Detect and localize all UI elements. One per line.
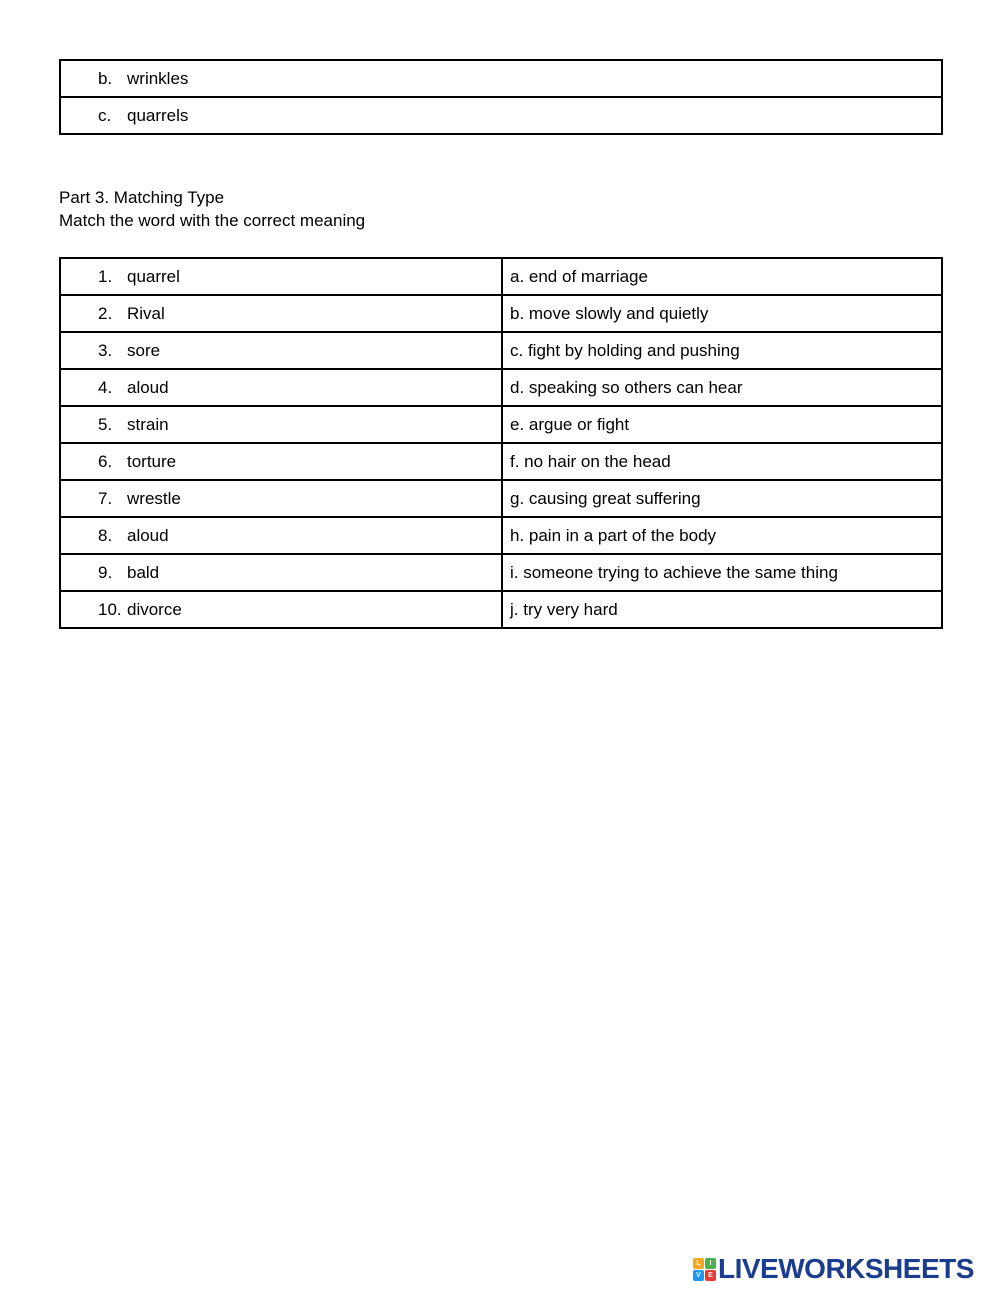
item-number: 9. (98, 562, 113, 582)
table-row (60, 406, 942, 443)
item-word: sore (127, 340, 161, 360)
table-row (60, 295, 942, 332)
option-letter: c. (98, 105, 112, 125)
option-text: quarrels (127, 105, 189, 125)
item-number: 2. (98, 303, 113, 323)
table-row (60, 443, 942, 480)
item-number: 1. (98, 266, 113, 286)
item-meaning: e. argue or fight (510, 414, 630, 434)
item-number: 6. (98, 451, 113, 471)
item-word: torture (127, 451, 177, 471)
item-number: 3. (98, 340, 113, 360)
item-number: 10. (98, 599, 122, 619)
item-word: divorce (127, 599, 182, 619)
item-number: 4. (98, 377, 113, 397)
logo-text: LIVEWORKSHEETS (718, 1253, 974, 1284)
matching-table (59, 257, 943, 629)
item-word: bald (127, 562, 160, 582)
item-meaning: c. fight by holding and pushing (510, 340, 740, 360)
table-row (60, 480, 942, 517)
liveworksheets-logo (693, 1255, 974, 1283)
table-row (60, 554, 942, 591)
item-word: aloud (127, 377, 169, 397)
item-meaning: b. move slowly and quietly (510, 303, 709, 323)
item-word: aloud (127, 525, 169, 545)
part3-heading (59, 186, 365, 232)
item-number: 7. (98, 488, 113, 508)
item-word: strain (127, 414, 169, 434)
table-row (60, 369, 942, 406)
item-meaning: a. end of marriage (510, 266, 648, 286)
item-meaning: h. pain in a part of the body (510, 525, 717, 545)
part3-instruction: Match the word with the correct meaning (59, 211, 366, 230)
table-row (60, 591, 942, 628)
option-row (60, 97, 942, 134)
logo-mark-tile: E (705, 1270, 716, 1281)
table-row (60, 332, 942, 369)
item-meaning: d. speaking so others can hear (510, 377, 743, 397)
item-word: wrestle (127, 488, 181, 508)
answer-options-table (59, 59, 943, 135)
table-row (60, 258, 942, 295)
item-meaning: i. someone trying to achieve the same thing (510, 562, 838, 582)
part3-title: Part 3. Matching Type (59, 188, 225, 207)
item-meaning: g. causing great suffering (510, 488, 701, 508)
item-number: 5. (98, 414, 113, 434)
option-row (60, 60, 942, 97)
logo-mark-icon (693, 1258, 716, 1281)
item-word: quarrel (127, 266, 180, 286)
item-word: Rival (127, 303, 165, 323)
logo-mark-tile: V (693, 1270, 704, 1281)
item-number: 8. (98, 525, 113, 545)
item-meaning: j. try very hard (510, 599, 618, 619)
logo-mark-tile: I (705, 1258, 716, 1269)
table-row (60, 517, 942, 554)
item-meaning: f. no hair on the head (510, 451, 671, 471)
option-text: wrinkles (127, 68, 189, 88)
option-letter: b. (98, 68, 113, 88)
logo-mark-tile: L (693, 1258, 704, 1269)
